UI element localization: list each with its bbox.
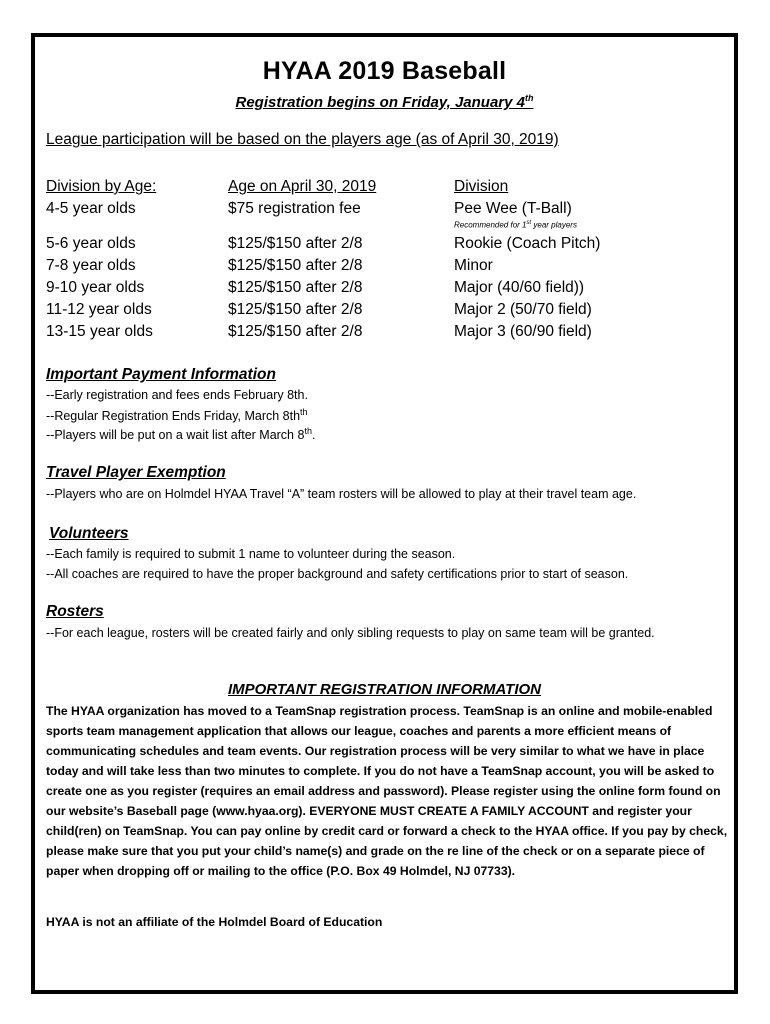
table-row	[35, 301, 734, 321]
fee: $125/$150 after 2/8	[228, 235, 363, 252]
page-title: HYAA 2019 Baseball	[262, 57, 507, 85]
age-group: 11-12 year olds	[46, 301, 152, 318]
fee: $125/$150 after 2/8	[228, 301, 363, 318]
table-row	[35, 257, 734, 277]
division-name: Major (40/60 field))	[454, 279, 585, 296]
travel-line-1: --Players who are on Holmdel HYAA Travel “A” team rosters will be allowed to play at their travel team age.	[46, 487, 637, 501]
footer-note: HYAA is not an affiliate of the Holmdel Board of Education	[46, 915, 383, 929]
age-group: 7-8 year olds	[46, 257, 136, 274]
travel-heading: Travel Player Exemption	[46, 464, 226, 481]
header-age: Age on April 30, 2019	[228, 178, 377, 195]
table-row	[35, 235, 734, 255]
fee: $125/$150 after 2/8	[228, 257, 363, 274]
table-row	[35, 279, 734, 299]
document-border	[31, 33, 738, 994]
volunteers-heading: Volunteers	[49, 525, 129, 542]
volunteers-line-1: --Each family is required to submit 1 name to volunteer during the season.	[46, 547, 456, 561]
payment-line-2: --Regular Registration Ends Friday, March $8th^{th}$	[46, 407, 308, 424]
header-division: Division	[454, 178, 509, 195]
payment-line-3: --Players will be put on a wait list after March 8th.	[46, 426, 316, 443]
rosters-line-1: --For each league, rosters will be created fairly and only sibling requests to play on same team will be granted.	[46, 626, 655, 640]
registration-body: The HYAA organization has moved to a TeamSnap registration process. TeamSnap is an online and mobile-enabled sports team management application that allows our league, coaches and parents a more efficient means of communicating schedules and team events. Our registration process will be very similar to what we have in place today and will take less than two minutes to complete. If you do not have a TeamSnap account, you will be asked to create one as you register (requires an email address and password). Please register using the online form found on our website’s Baseball page (www.hyaa.org). EVERYONE MUST CREATE A FAMILY ACCOUNT and register your child(ren) on TeamSnap. You can pay online by credit card or forward a check to the HYAA office. If you pay by check, please make sure that you put your child’s name(s) and grade on the re line of the check or on a separate piece of paper when dropping off or mailing to the office (P.O. Box 49 Holmdel, NJ 07733).	[46, 704, 728, 878]
age-group: 9-10 year olds	[46, 279, 145, 296]
division-name: Minor	[454, 257, 493, 274]
fee: $125/$150 after 2/8	[228, 323, 363, 340]
league-note: League participation will be based on the players age (as of April 30, 2019)	[46, 131, 559, 148]
fee: $125/$150 after 2/8	[228, 279, 363, 296]
rosters-heading: Rosters	[46, 603, 104, 620]
division-name: Rookie (Coach Pitch)	[454, 235, 601, 252]
registration-date: Registration begins on Friday, January 4th	[235, 93, 534, 111]
header-division-by-age: Division by Age:	[46, 178, 157, 195]
age-group: 5-6 year olds	[46, 235, 136, 252]
table-row	[35, 323, 734, 343]
table-row	[35, 200, 734, 220]
division-name: Major 3 (60/90 field)	[454, 323, 592, 340]
payment-heading: Important Payment Information	[46, 366, 276, 383]
division-table-header	[35, 178, 734, 198]
volunteers-line-2: --All coaches are required to have the proper background and safety certifications prior to start of season.	[46, 567, 629, 581]
age-group: 13-15 year olds	[46, 323, 153, 340]
registration-heading: IMPORTANT REGISTRATION INFORMATION	[227, 681, 542, 698]
recommended-note: Recommended for 1st year players	[454, 220, 577, 230]
division-name: Pee Wee (T-Ball)	[454, 200, 572, 217]
age-group: 4-5 year olds	[46, 200, 136, 217]
payment-line-1: --Early registration and fees ends February 8th.	[46, 388, 308, 402]
fee: $75 registration fee	[228, 200, 361, 217]
division-name: Major 2 (50/70 field)	[454, 301, 592, 318]
